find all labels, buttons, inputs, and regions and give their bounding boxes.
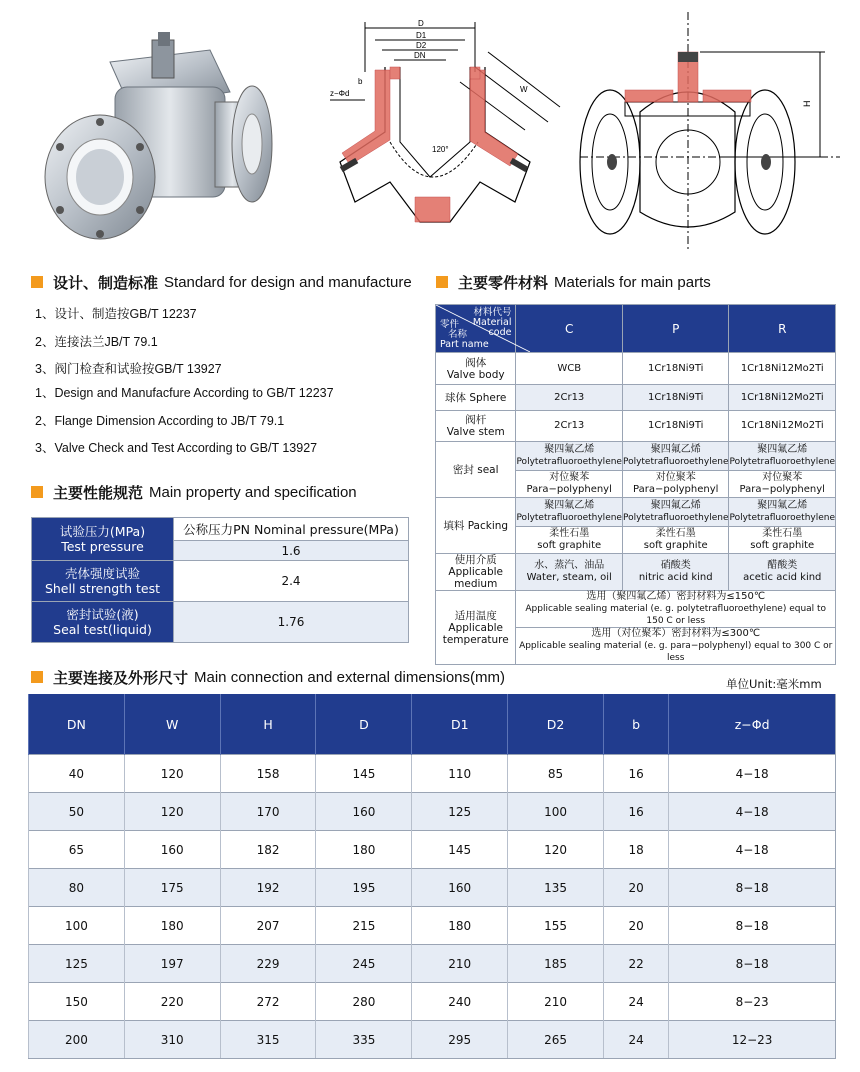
table-cell: 160 <box>412 869 508 907</box>
table-cell: 水、蒸汽、油品 Water, steam, oil <box>516 554 623 591</box>
table-row <box>436 353 836 385</box>
table-row <box>29 793 836 831</box>
table-cell: 聚四氟乙烯 Polytetrafluoroethylene <box>622 442 729 471</box>
table-row <box>29 755 836 793</box>
table-cell: 1Cr18Ni9Ti <box>622 411 729 442</box>
table-row <box>436 442 836 471</box>
table-cell: 182 <box>220 831 316 869</box>
col-header: z−Φd <box>669 694 836 755</box>
table-cell: 180 <box>412 907 508 945</box>
label-angle: 120° <box>432 145 449 154</box>
col-header: b <box>603 694 668 755</box>
table-cell: 1Cr18Ni9Ti <box>622 385 729 411</box>
table-cell: 选用（聚四氟乙烯）密封材料为≤150℃ Applicable sealing material (e. g. polytetrafluoroethylene) equal to 150 C or less <box>516 591 836 628</box>
col-header: D2 <box>508 694 604 755</box>
dimensions-table <box>28 694 836 1059</box>
table-row <box>32 561 409 602</box>
label-D1: D1 <box>416 31 427 40</box>
label-DN: DN <box>414 51 426 60</box>
table-cell: 210 <box>412 945 508 983</box>
table-cell: 120 <box>124 755 220 793</box>
table-cell: 1Cr18Ni12Mo2Ti <box>729 385 836 411</box>
standard-line-4: 1、Design and Manufacfure According to GB/T 12237 <box>35 386 334 400</box>
table-cell: 80 <box>29 869 125 907</box>
table-cell: 195 <box>316 869 412 907</box>
materials-col-P: P <box>622 305 729 353</box>
spec-value-shell: 2.4 <box>174 561 409 602</box>
table-cell: 215 <box>316 907 412 945</box>
table-cell: 16 <box>603 793 668 831</box>
table-cell: 对位聚苯 Para−polyphenyl <box>622 471 729 498</box>
bullet-square-icon <box>436 276 448 288</box>
materials-label-sphere: 球体 Sphere <box>436 385 516 411</box>
front-drawing <box>570 12 850 252</box>
table-row <box>436 498 836 527</box>
table-cell: 对位聚苯 Para−polyphenyl <box>729 471 836 498</box>
table-cell: 145 <box>412 831 508 869</box>
table-cell: 12−23 <box>669 1021 836 1059</box>
table-cell: 22 <box>603 945 668 983</box>
table-cell: 40 <box>29 755 125 793</box>
table-cell: 8−23 <box>669 983 836 1021</box>
table-cell: 8−18 <box>669 907 836 945</box>
materials-label-stem: 阀杆 Valve stem <box>436 411 516 442</box>
spec-nominal-header: 公称压力PN Nominal pressure(MPa) <box>174 518 409 541</box>
table-cell: 85 <box>508 755 604 793</box>
table-cell: 210 <box>508 983 604 1021</box>
table-cell: 220 <box>124 983 220 1021</box>
table-cell: 272 <box>220 983 316 1021</box>
col-header: D <box>316 694 412 755</box>
table-row <box>29 869 836 907</box>
table-cell: 245 <box>316 945 412 983</box>
table-cell: 1Cr18Ni9Ti <box>622 353 729 385</box>
table-cell: 160 <box>124 831 220 869</box>
materials-col-R: R <box>729 305 836 353</box>
unit-label: 单位Unit:毫米mm <box>726 677 822 691</box>
table-row <box>29 1021 836 1059</box>
table-cell: 20 <box>603 907 668 945</box>
table-row <box>32 518 409 541</box>
col-header: D1 <box>412 694 508 755</box>
table-row <box>29 945 836 983</box>
table-cell: 100 <box>29 907 125 945</box>
table-cell: 180 <box>124 907 220 945</box>
table-cell: 170 <box>220 793 316 831</box>
materials-label-seal: 密封 seal <box>436 442 516 498</box>
table-cell: 聚四氟乙烯 Polytetrafluoroethylene <box>516 498 623 527</box>
table-cell: 8−18 <box>669 869 836 907</box>
table-cell: 4−18 <box>669 831 836 869</box>
table-cell: 18 <box>603 831 668 869</box>
table-cell: 175 <box>124 869 220 907</box>
col-header: W <box>124 694 220 755</box>
table-cell: 65 <box>29 831 125 869</box>
table-cell: 315 <box>220 1021 316 1059</box>
table-cell: 8−18 <box>669 945 836 983</box>
table-cell: 24 <box>603 983 668 1021</box>
table-cell: 选用（对位聚苯）密封材料为≤300℃ Applicable sealing material (e. g. para−polyphenyl) equal to 300 C or less <box>516 628 836 665</box>
spec-heading: 主要性能规范 Main property and specification <box>31 481 357 503</box>
spec-label-test-pressure: 试验压力(MPa) Test pressure <box>32 518 174 561</box>
materials-label-temp: 适用温度 Applicable temperature <box>436 591 516 665</box>
table-row <box>436 385 836 411</box>
table-row <box>436 305 836 353</box>
table-cell: 295 <box>412 1021 508 1059</box>
label-b: b <box>358 77 363 86</box>
table-cell: 265 <box>508 1021 604 1059</box>
table-cell: 50 <box>29 793 125 831</box>
table-cell: 200 <box>29 1021 125 1059</box>
table-cell: 229 <box>220 945 316 983</box>
standard-line-2: 2、连接法兰JB/T 79.1 <box>35 335 158 349</box>
table-row <box>29 907 836 945</box>
table-row <box>32 602 409 643</box>
materials-label-medium: 使用介质 Applicable medium <box>436 554 516 591</box>
table-cell: 125 <box>29 945 125 983</box>
table-cell: 135 <box>508 869 604 907</box>
table-cell: 125 <box>412 793 508 831</box>
standard-line-1: 1、设计、制造按GB/T 12237 <box>35 307 197 321</box>
table-cell: 20 <box>603 869 668 907</box>
valve-photo <box>40 32 280 242</box>
table-cell: 柔性石墨 soft graphite <box>622 527 729 554</box>
table-cell: 207 <box>220 907 316 945</box>
materials-corner-header: 材料代号 Material code 零件 名称 Part name <box>436 305 516 353</box>
table-cell: 335 <box>316 1021 412 1059</box>
materials-heading: 主要零件材料 Materials for main parts <box>436 271 711 293</box>
table-cell: 185 <box>508 945 604 983</box>
section-drawing <box>320 12 565 252</box>
table-cell: 24 <box>603 1021 668 1059</box>
table-cell: 120 <box>124 793 220 831</box>
dimensions-heading: 主要连接及外形尺寸 Main connection and external dimensions(mm) <box>31 666 505 688</box>
table-cell: 100 <box>508 793 604 831</box>
table-cell: 180 <box>316 831 412 869</box>
label-W: W <box>520 85 528 94</box>
table-cell: 240 <box>412 983 508 1021</box>
table-cell: 145 <box>316 755 412 793</box>
table-cell: 160 <box>316 793 412 831</box>
standard-line-5: 2、Flange Dimension According to JB/T 79.1 <box>35 414 285 428</box>
table-cell: 1Cr18Ni12Mo2Ti <box>729 411 836 442</box>
label-H: H <box>802 100 812 107</box>
table-cell: 192 <box>220 869 316 907</box>
table-cell: 197 <box>124 945 220 983</box>
table-cell: WCB <box>516 353 623 385</box>
spec-value-test-pressure: 1.6 <box>174 541 409 561</box>
materials-label-body: 阀体 Valve body <box>436 353 516 385</box>
table-cell: 对位聚苯 Para−polyphenyl <box>516 471 623 498</box>
standard-line-6: 3、Valve Check and Test According to GB/T 13927 <box>35 441 318 455</box>
table-cell: 280 <box>316 983 412 1021</box>
spec-label-seal: 密封试验(液) Seal test(liquid) <box>32 602 174 643</box>
col-header: H <box>220 694 316 755</box>
table-cell: 聚四氟乙烯 Polytetrafluoroethylene <box>729 442 836 471</box>
table-cell: 硝酸类 nitric acid kind <box>622 554 729 591</box>
table-row <box>29 983 836 1021</box>
table-row <box>29 831 836 869</box>
table-cell: 120 <box>508 831 604 869</box>
table-row <box>436 554 836 591</box>
standards-heading: 设计、制造标准 Standard for design and manufacture <box>31 271 412 293</box>
table-cell: 150 <box>29 983 125 1021</box>
table-cell: 110 <box>412 755 508 793</box>
table-cell: 醋酸类 acetic acid kind <box>729 554 836 591</box>
col-header: DN <box>29 694 125 755</box>
table-row <box>436 591 836 628</box>
table-cell: 310 <box>124 1021 220 1059</box>
table-header-row <box>29 694 836 755</box>
table-cell: 16 <box>603 755 668 793</box>
table-cell: 柔性石墨 soft graphite <box>516 527 623 554</box>
table-cell: 聚四氟乙烯 Polytetrafluoroethylene <box>729 498 836 527</box>
table-cell: 1Cr18Ni12Mo2Ti <box>729 353 836 385</box>
label-D2: D2 <box>416 41 427 50</box>
spec-label-shell: 壳体强度试验 Shell strength test <box>32 561 174 602</box>
label-D: D <box>418 19 424 28</box>
table-cell: 4−18 <box>669 755 836 793</box>
table-cell: 聚四氟乙烯 Polytetrafluoroethylene <box>622 498 729 527</box>
standard-line-3: 3、阀门检查和试验按GB/T 13927 <box>35 362 222 376</box>
bullet-square-icon <box>31 486 43 498</box>
table-cell: 2Cr13 <box>516 385 623 411</box>
bullet-square-icon <box>31 671 43 683</box>
table-cell: 155 <box>508 907 604 945</box>
table-cell: 柔性石墨 soft graphite <box>729 527 836 554</box>
spec-table <box>31 517 409 643</box>
dimensions-body <box>29 755 836 1059</box>
table-cell: 158 <box>220 755 316 793</box>
label-zphi: z−Φd <box>330 89 350 98</box>
materials-col-C: C <box>516 305 623 353</box>
bullet-square-icon <box>31 276 43 288</box>
table-row <box>436 411 836 442</box>
materials-table <box>435 304 836 665</box>
table-cell: 4−18 <box>669 793 836 831</box>
spec-value-seal: 1.76 <box>174 602 409 643</box>
table-cell: 2Cr13 <box>516 411 623 442</box>
table-cell: 聚四氟乙烯 Polytetrafluoroethylene <box>516 442 623 471</box>
materials-label-packing: 填料 Packing <box>436 498 516 554</box>
